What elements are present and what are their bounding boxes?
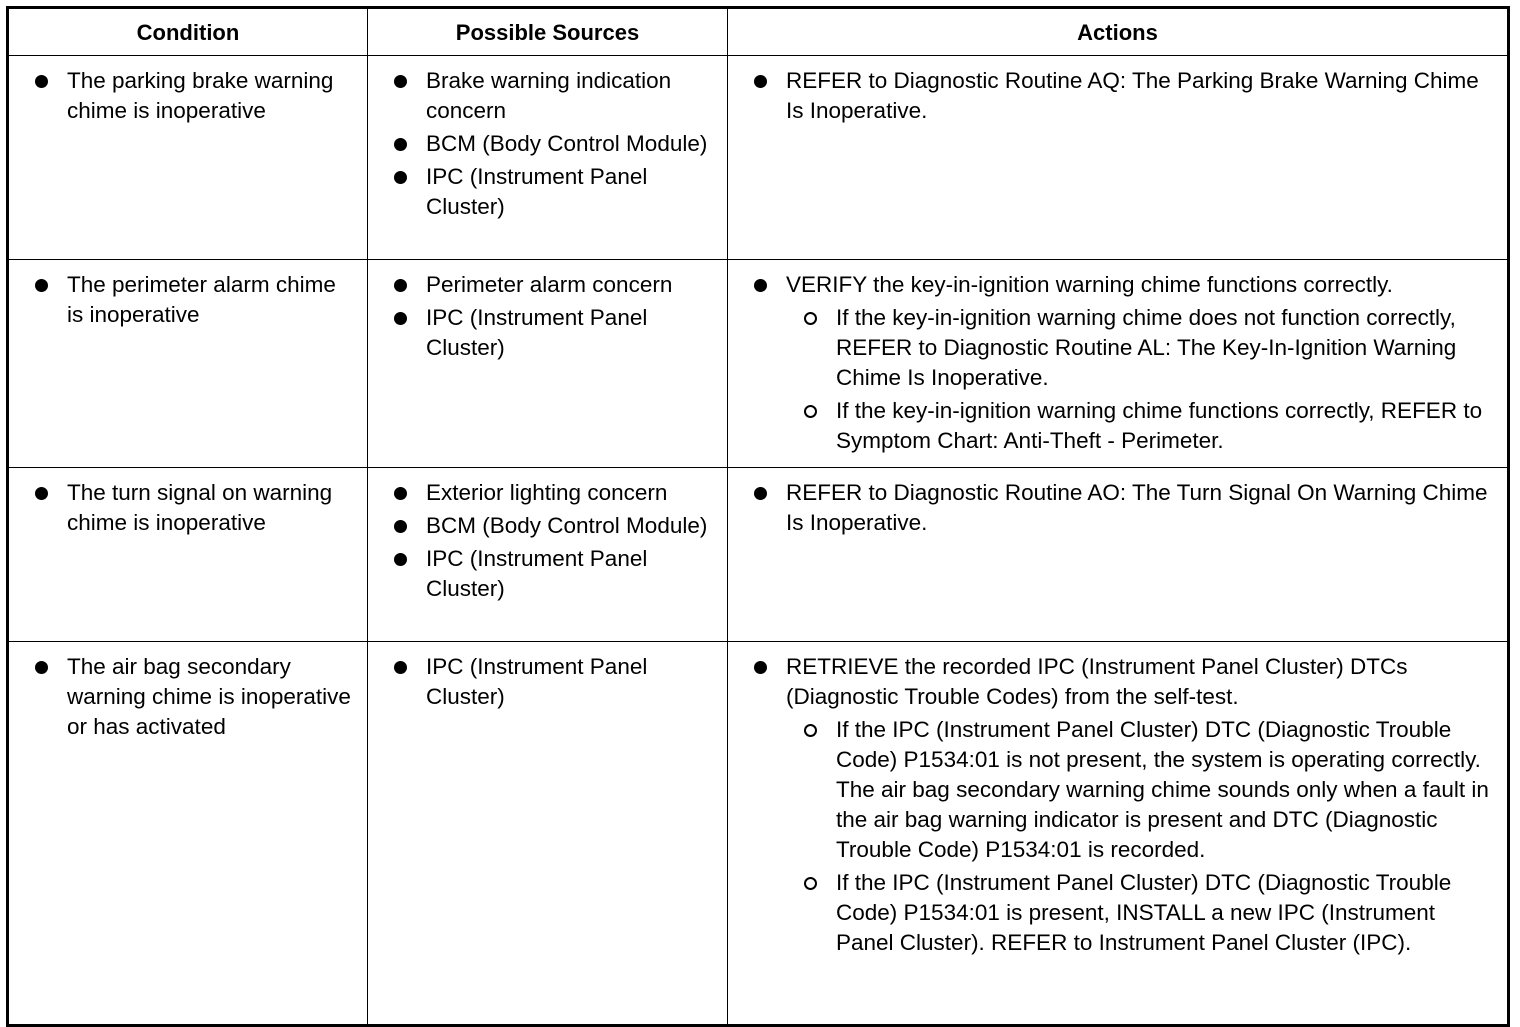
source-item: IPC (Instrument Panel Cluster) bbox=[376, 303, 717, 363]
header-possible-sources: Possible Sources bbox=[368, 8, 728, 56]
condition-cell bbox=[8, 642, 368, 1026]
condition-cell bbox=[8, 56, 368, 260]
source-item: IPC (Instrument Panel Cluster) bbox=[376, 544, 717, 604]
source-item: BCM (Body Control Module) bbox=[376, 511, 717, 541]
actions-cell bbox=[728, 260, 1509, 468]
action-item bbox=[736, 478, 1497, 538]
action-text: REFER to Diagnostic Routine AQ: The Parking Brake Warning Chime Is Inoperative. bbox=[786, 68, 1479, 123]
action-item bbox=[736, 270, 1497, 456]
source-item: IPC (Instrument Panel Cluster) bbox=[376, 162, 717, 222]
actions-cell bbox=[728, 468, 1509, 642]
table-row bbox=[8, 260, 1509, 468]
action-text: REFER to Diagnostic Routine AO: The Turn Signal On Warning Chime Is Inoperative. bbox=[786, 480, 1488, 535]
source-item: IPC (Instrument Panel Cluster) bbox=[376, 652, 717, 712]
action-subitem: If the key-in-ignition warning chime does not function correctly, REFER to Diagnostic Routine AL: The Key-In-Ignition Warning Chime Is Inoperative. bbox=[786, 303, 1497, 393]
action-subitem: If the IPC (Instrument Panel Cluster) DTC (Diagnostic Trouble Code) P1534:01 is present, INSTALL a new IPC (Instrument Panel Cluster). REFER to Instrument Panel Cluster (IPC). bbox=[786, 868, 1497, 958]
action-text: VERIFY the key-in-ignition warning chime functions correctly. bbox=[786, 272, 1393, 297]
sources-cell bbox=[368, 260, 728, 468]
source-item: Perimeter alarm concern bbox=[376, 270, 717, 300]
table-row bbox=[8, 642, 1509, 1026]
header-actions: Actions bbox=[728, 8, 1509, 56]
condition-item: The perimeter alarm chime is inoperative bbox=[17, 270, 357, 330]
source-item: Brake warning indication concern bbox=[376, 66, 717, 126]
diagnostic-table bbox=[6, 6, 1510, 1027]
action-subitem: If the key-in-ignition warning chime functions correctly, REFER to Symptom Chart: Anti-Theft - Perimeter. bbox=[786, 396, 1497, 456]
table-row bbox=[8, 468, 1509, 642]
actions-cell bbox=[728, 642, 1509, 1026]
condition-item: The parking brake warning chime is inoperative bbox=[17, 66, 357, 126]
action-item bbox=[736, 66, 1497, 126]
action-text: RETRIEVE the recorded IPC (Instrument Panel Cluster) DTCs (Diagnostic Trouble Codes) from the self-test. bbox=[786, 654, 1408, 709]
header-row bbox=[8, 8, 1509, 56]
condition-item: The turn signal on warning chime is inoperative bbox=[17, 478, 357, 538]
actions-cell bbox=[728, 56, 1509, 260]
sources-cell bbox=[368, 642, 728, 1026]
table-row bbox=[8, 56, 1509, 260]
source-item: Exterior lighting concern bbox=[376, 478, 717, 508]
action-item bbox=[736, 652, 1497, 958]
sources-cell bbox=[368, 56, 728, 260]
condition-cell bbox=[8, 260, 368, 468]
condition-item: The air bag secondary warning chime is inoperative or has activated bbox=[17, 652, 357, 742]
action-subitem: If the IPC (Instrument Panel Cluster) DTC (Diagnostic Trouble Code) P1534:01 is not present, the system is operating correctly. The air bag secondary warning chime sounds only when a fault in the air bag warning indicator is present and DTC (Diagnostic Trouble Code) P1534:01 is recorded. bbox=[786, 715, 1497, 865]
source-item: BCM (Body Control Module) bbox=[376, 129, 717, 159]
sources-cell bbox=[368, 468, 728, 642]
condition-cell bbox=[8, 468, 368, 642]
header-condition: Condition bbox=[8, 8, 368, 56]
